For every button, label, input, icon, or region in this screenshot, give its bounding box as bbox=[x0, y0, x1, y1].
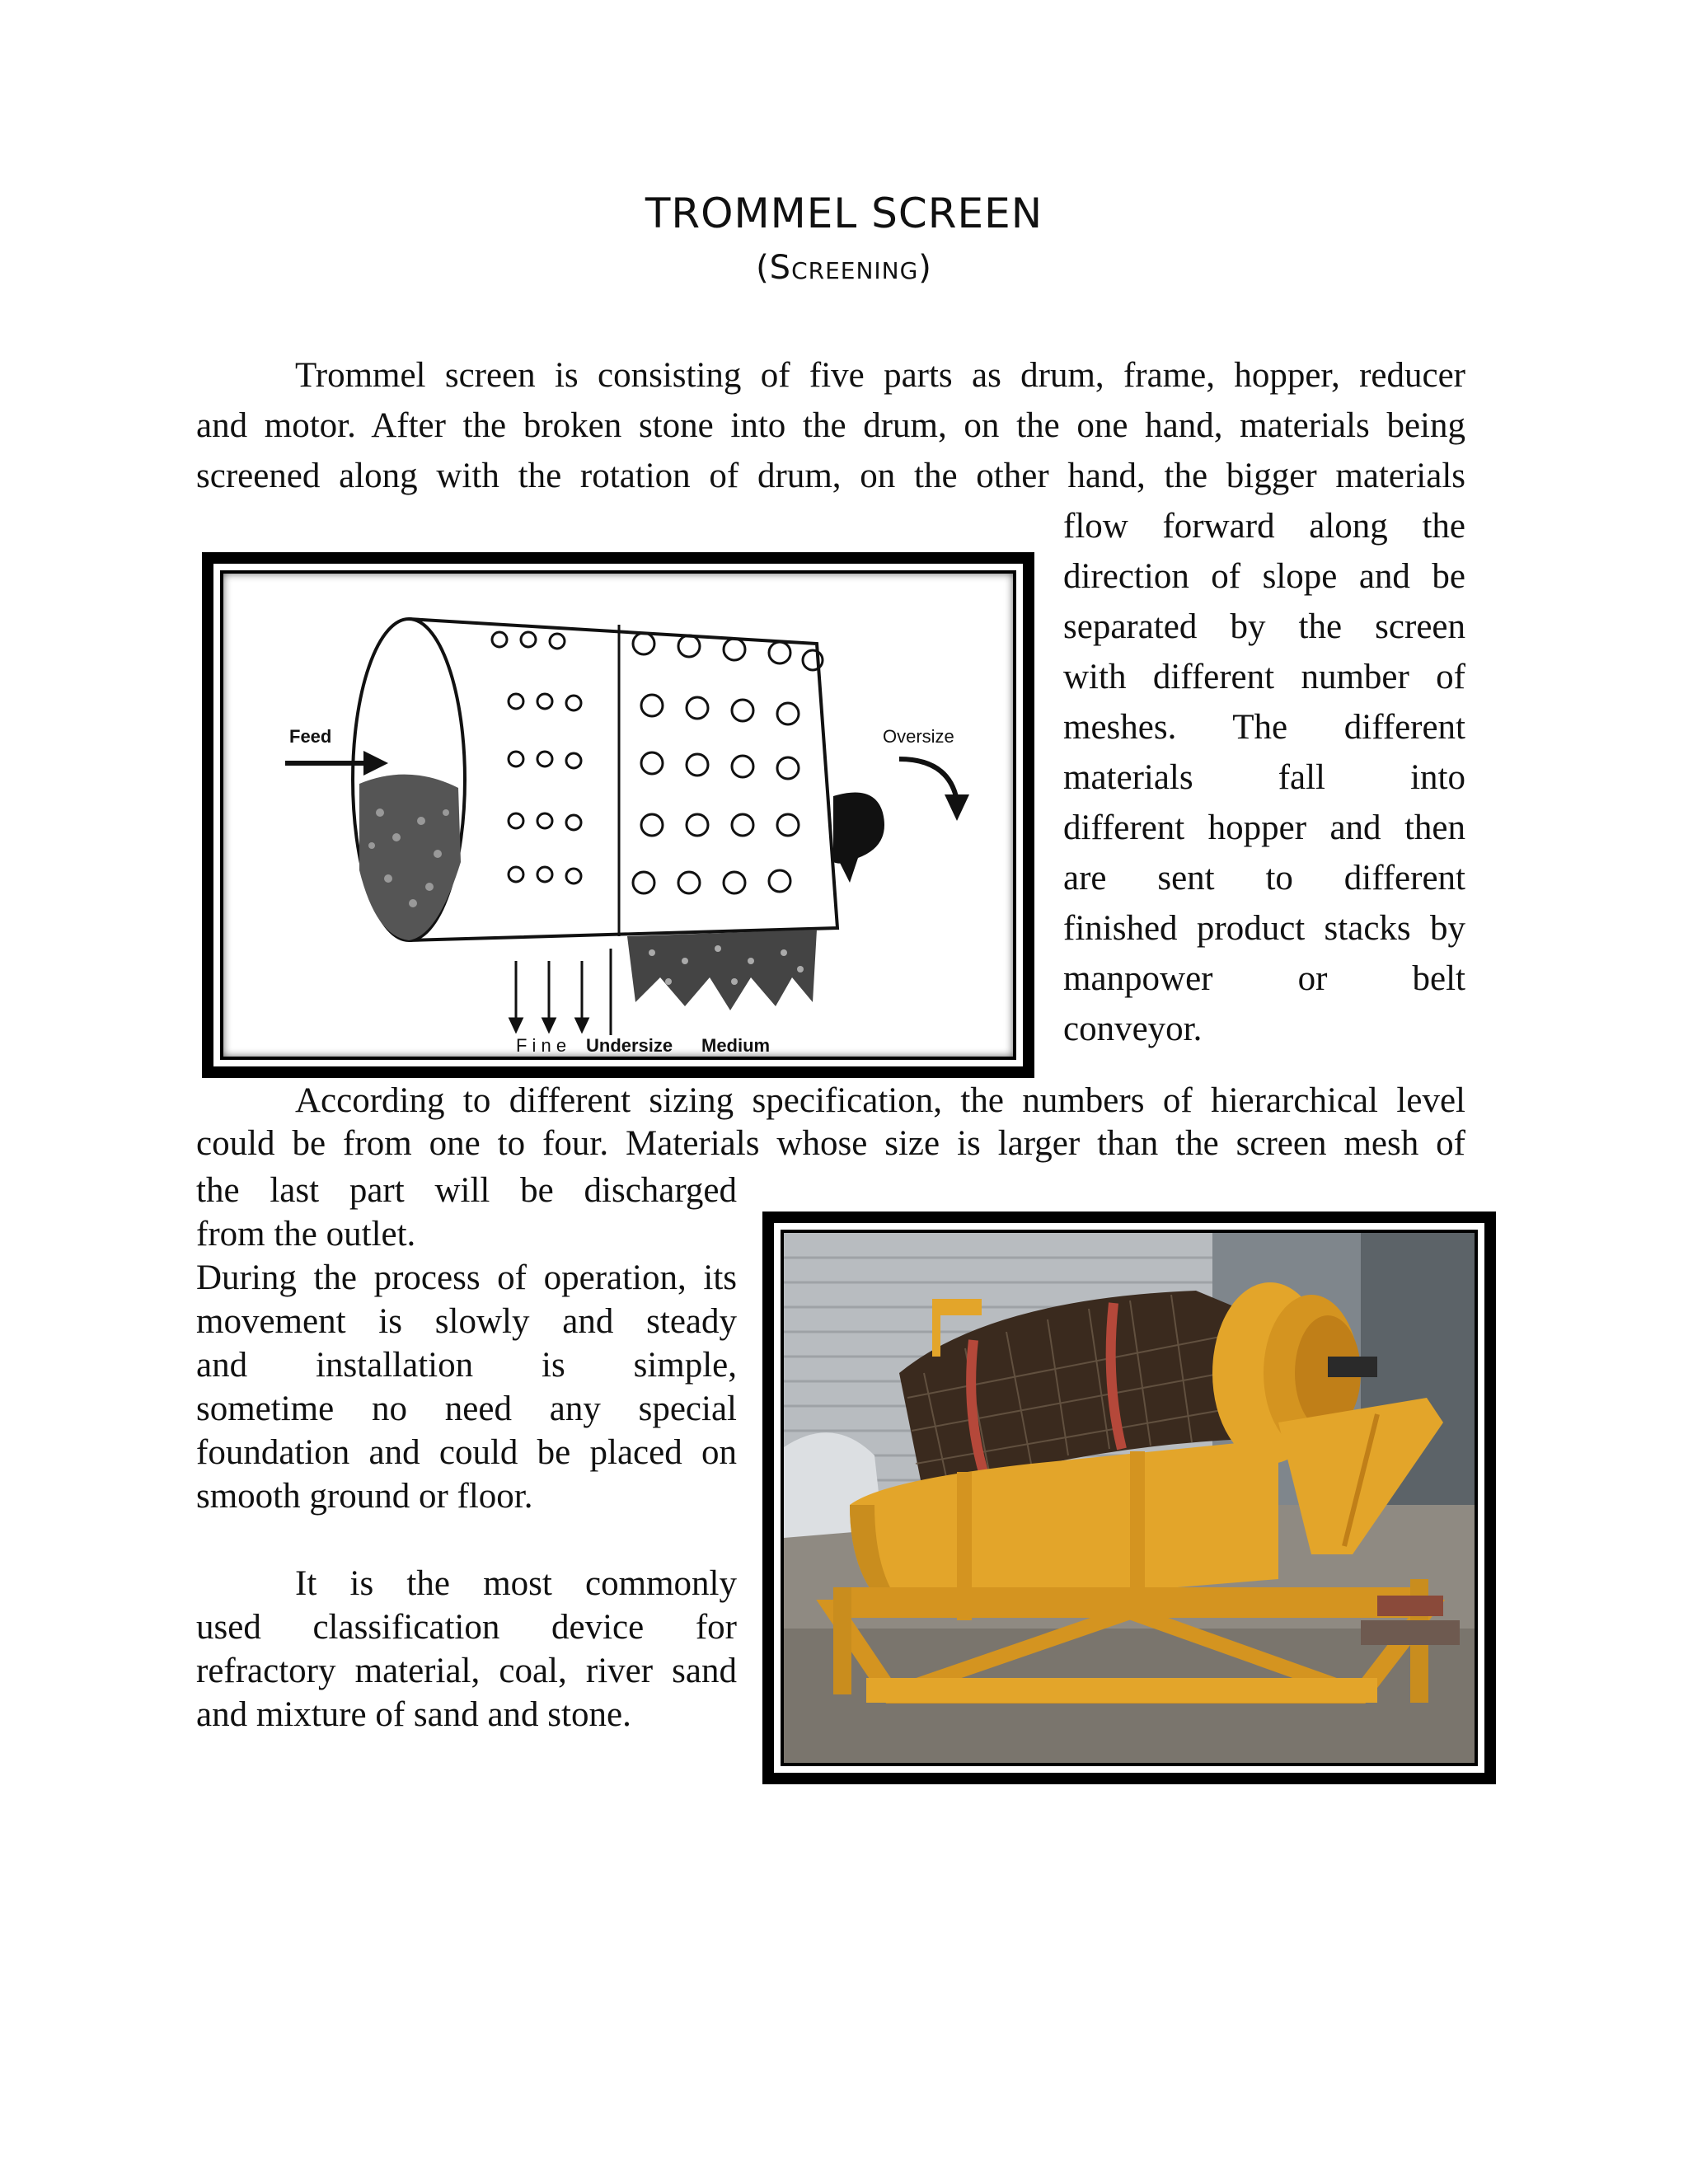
paragraph-line: movement is slowly and steady bbox=[196, 1302, 737, 1341]
paragraph-line: sometime no need any special bbox=[196, 1390, 737, 1428]
label-undersize: Undersize bbox=[586, 1035, 673, 1056]
paragraph-line: could be from one to four. Materials whose size is larger than the screen mesh of bbox=[196, 1124, 1465, 1163]
label-feed: Feed bbox=[289, 726, 332, 747]
paragraph-line: direction of slope and be bbox=[1063, 557, 1465, 596]
paragraph-line: used classification device for bbox=[196, 1608, 737, 1647]
paragraph-line: and mixture of sand and stone. bbox=[196, 1695, 631, 1734]
paragraph-1-side bbox=[1063, 501, 1465, 1054]
paragraph-line: are sent to different bbox=[1063, 859, 1465, 898]
paragraph-line: foundation and could be placed on bbox=[196, 1433, 737, 1472]
paragraph-line: separated by the screen bbox=[1063, 607, 1465, 646]
paragraph-line: screened along with the rotation of drum, on the other hand, the bigger materials bbox=[196, 457, 1465, 495]
label-medium: Medium bbox=[701, 1035, 771, 1056]
label-oversize: Oversize bbox=[883, 726, 954, 747]
paragraph-line: with different number of bbox=[1063, 658, 1465, 696]
label-fine: F i n e bbox=[516, 1035, 567, 1056]
paragraph-line: the last part will be discharged bbox=[196, 1171, 737, 1210]
paragraph-line: According to different sizing specification, the numbers of hierarchical level bbox=[295, 1081, 1465, 1120]
page-subtitle: (Screening) bbox=[756, 249, 932, 287]
paragraph-line: manpower or belt bbox=[1063, 959, 1465, 998]
paragraph-2-side bbox=[196, 1169, 737, 1256]
trommel-diagram bbox=[223, 574, 1013, 1057]
paragraph-line: flow forward along the bbox=[1063, 507, 1465, 546]
trommel-diagram-frame bbox=[202, 552, 1034, 1078]
paragraph-line: meshes. The different bbox=[1063, 708, 1465, 747]
paragraph-line: Trommel screen is consisting of five parts as drum, frame, hopper, reducer bbox=[295, 356, 1465, 395]
paragraph-3 bbox=[196, 1256, 737, 1518]
trommel-photo-frame bbox=[762, 1212, 1496, 1784]
paragraph-1 bbox=[196, 350, 1465, 501]
paragraph-line: different hopper and then bbox=[1063, 808, 1465, 847]
paragraph-4 bbox=[196, 1562, 737, 1736]
paragraph-line: from the outlet. bbox=[196, 1215, 416, 1254]
paragraph-line: During the process of operation, its bbox=[196, 1258, 737, 1297]
paragraph-line: finished product stacks by bbox=[1063, 909, 1465, 948]
trommel-photo bbox=[784, 1233, 1475, 1763]
paragraph-line: and installation is simple, bbox=[196, 1346, 737, 1385]
paragraph-line: and motor. After the broken stone into the drum, on the one hand, materials being bbox=[196, 406, 1465, 445]
paragraph-line: smooth ground or floor. bbox=[196, 1477, 533, 1516]
paragraph-line: materials fall into bbox=[1063, 758, 1465, 797]
paragraph-line: conveyor. bbox=[1063, 1010, 1203, 1048]
paragraph-line: It is the most commonly bbox=[295, 1564, 737, 1603]
paragraph-line: refractory material, coal, river sand bbox=[196, 1652, 737, 1690]
paragraph-2 bbox=[196, 1080, 1465, 1165]
page-title: TROMMEL SCREEN bbox=[645, 190, 1043, 237]
